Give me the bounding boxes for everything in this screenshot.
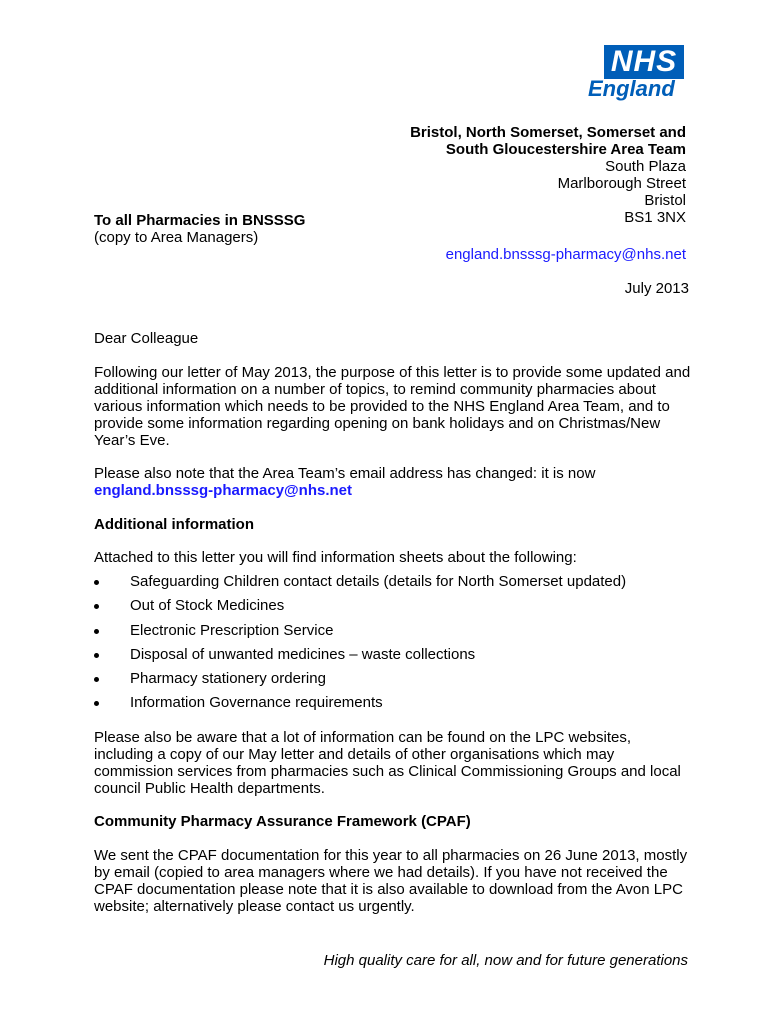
additional-info-heading: Additional information [94, 516, 254, 533]
bullet-icon [94, 580, 99, 585]
bullet-icon [94, 701, 99, 706]
address-line: Marlborough Street [557, 175, 686, 192]
email-note-text: Please also note that the Area Team’s email address has changed: it is now [94, 465, 596, 482]
letter-date: July 2013 [624, 280, 689, 297]
recipient-to: To all Pharmacies in BNSSSG [94, 212, 306, 229]
list-item-text: Disposal of unwanted medicines – waste collections [130, 646, 476, 663]
nhs-logo-box: NHS [604, 45, 684, 79]
salutation: Dear Colleague [94, 330, 199, 347]
team-name-line1: Bristol, North Somerset, Somerset and [410, 124, 686, 141]
england-logo-text: England [588, 76, 675, 101]
email-note-paragraph [94, 465, 694, 499]
list-item-text: Out of Stock Medicines [130, 597, 285, 614]
bullet-icon [94, 677, 99, 682]
cpaf-paragraph: We sent the CPAF documentation for this year to all pharmacies on 26 June 2013, mostly by email (copied to area managers where we had details). If you have not received the CPAF documentation please note that it is also available to download from the Avon LPC website; alternatively please contact us urgently. [94, 847, 688, 915]
intro-paragraph: Following our letter of May 2013, the purpose of this letter is to provide some updated and additional information on a number of topics, to remind community pharmacies about various information which needs to be provided to the NHS England Area Team, and to provide some information regarding opening on bank holidays and on Christmas/New Year’s Eve. [94, 364, 691, 449]
lpc-paragraph: Please also be aware that a lot of information can be found on the LPC websites, including a copy of our May letter and details of other organisations which may commission services from pharmacies such as Clinical Commissioning Groups and local council Public Health departments. [94, 729, 681, 797]
list-item-text: Information Governance requirements [130, 694, 383, 711]
sender-address [410, 124, 686, 226]
email-note-link[interactable]: england.bnsssg-pharmacy@nhs.net [94, 482, 353, 499]
footer-strapline: High quality care for all, now and for future generations [323, 952, 688, 969]
address-line: South Plaza [605, 158, 686, 175]
bullet-icon [94, 653, 99, 658]
team-name-line2: South Gloucestershire Area Team [445, 141, 686, 158]
address-line: BS1 3NX [624, 209, 686, 226]
attached-intro: Attached to this letter you will find information sheets about the following: [94, 549, 577, 566]
address-line: Bristol [644, 192, 686, 209]
list-item-text: Safeguarding Children contact details (details for North Somerset updated) [130, 573, 627, 590]
list-item-text: Pharmacy stationery ordering [130, 670, 326, 687]
bullet-icon [94, 604, 99, 609]
bullet-icon [94, 629, 99, 634]
recipient-block [94, 212, 305, 246]
list-item-text: Electronic Prescription Service [130, 622, 334, 639]
cpaf-heading: Community Pharmacy Assurance Framework (CPAF) [94, 813, 471, 830]
sender-email-link[interactable]: england.bnsssg-pharmacy@nhs.net [445, 246, 686, 263]
recipient-copy: (copy to Area Managers) [94, 229, 259, 246]
